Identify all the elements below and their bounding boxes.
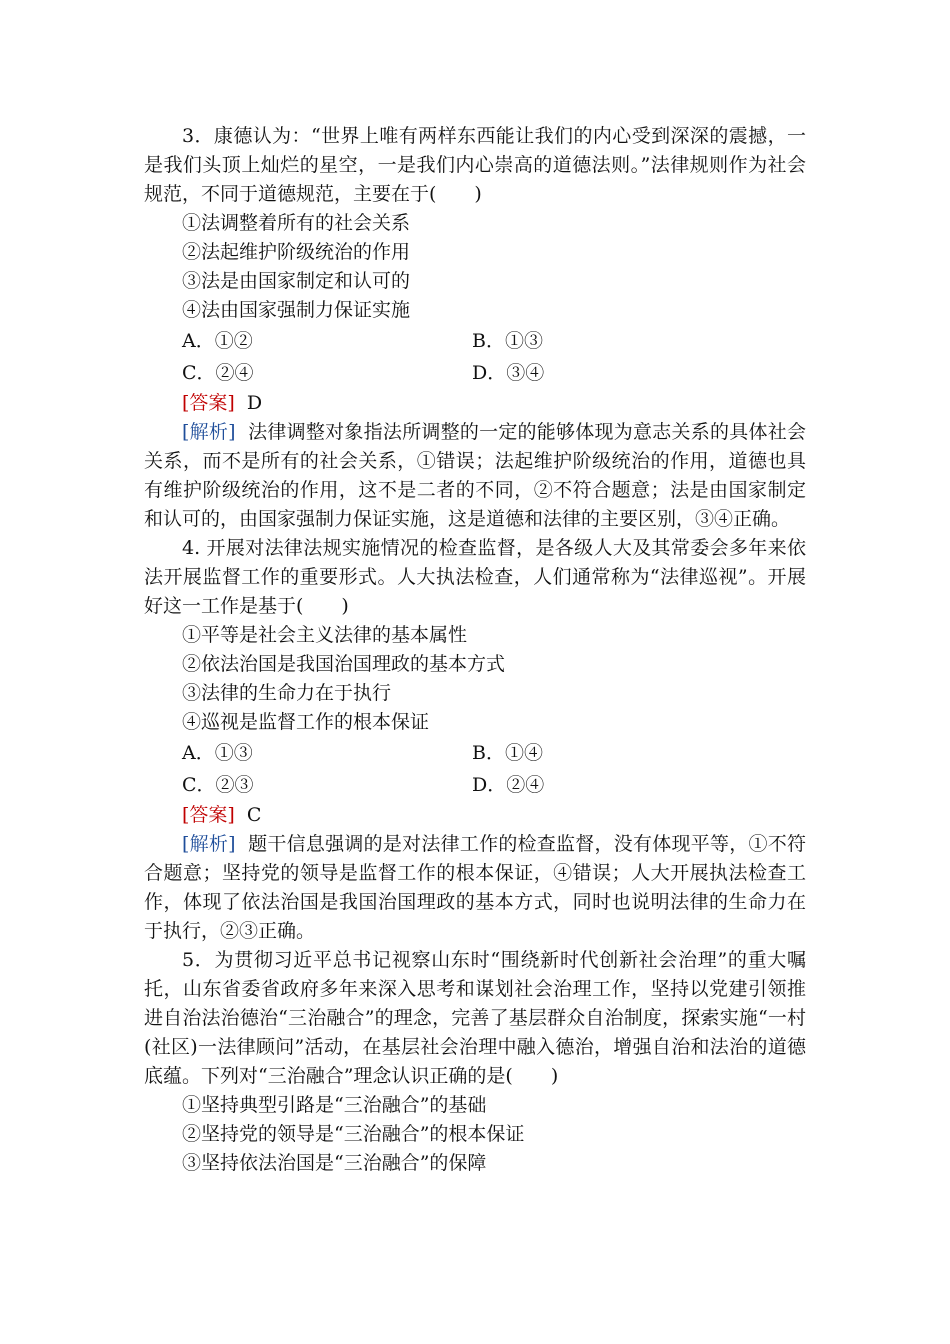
question-4-option-3: ③法律的生命力在于执行 <box>182 682 392 704</box>
question-5-option-2: ②坚持党的领导是“三治融合”的根本保证 <box>182 1123 525 1145</box>
answer-value: C <box>246 804 262 826</box>
analysis-label: [解析] <box>182 421 236 443</box>
question-3-option-3: ③法是由国家制定和认可的 <box>182 270 411 292</box>
analysis-text: 法律调整对象指法所调整的一定的能够体现为意志关系的具体社会关系，而不是所有的社会关系，①错误；法起维护阶级统治的作用，道德也具有维护阶级统治的作用，这不是二者的不同，②不符合题意；法是由国家制定和认可的，由国家强制力保证实施，这是道德和法律的主要区别，③④正确。 <box>144 421 806 530</box>
answer-value: D <box>246 392 263 414</box>
analysis-text: 题干信息强调的是对法律工作的检查监督，没有体现平等，①不符合题意；坚持党的领导是监督工作的根本保证，④错误；人大开展执法检查工作，体现了依法治国是我国治国理政的基本方式，同时也说明法律的生命力在于执行，②③正确。 <box>144 833 806 942</box>
question-3-choice-a: A．①② <box>182 329 253 352</box>
question-3-option-2: ②法起维护阶级统治的作用 <box>182 241 411 263</box>
question-4-analysis <box>144 830 806 946</box>
question-4-option-1: ①平等是社会主义法律的基本属性 <box>182 624 468 646</box>
question-4-option-4: ④巡视是监督工作的根本保证 <box>182 711 430 733</box>
question-5-option-3: ③坚持依法治国是“三治融合”的保障 <box>182 1152 487 1174</box>
question-3-choices-row-2 <box>144 357 806 389</box>
analysis-label: [解析] <box>182 833 236 855</box>
question-5-option-1: ①坚持典型引路是“三治融合”的基础 <box>182 1094 487 1116</box>
question-4-choice-a: A．①③ <box>182 741 253 764</box>
question-3-option-1: ①法调整着所有的社会关系 <box>182 212 411 234</box>
question-3-option-4: ④法由国家强制力保证实施 <box>182 299 411 321</box>
document-content <box>144 122 806 1178</box>
question-3-choices-row-1 <box>144 325 806 357</box>
question-4-choices-row-1 <box>144 737 806 769</box>
question-5-stem: 5．为贯彻习近平总书记视察山东时“围绕新时代创新社会治理”的重大嘱托，山东省委省政府多年来深入思考和谋划社会治理工作，坚持以党建引领推进自治法治德治“三治融合”的理念，完善了基层群众自治制度，探索实施“一村(社区)一法律顾问”活动，在基层社会治理中融入德治，增强自治和法治的道德底蕴。下列对“三治融合”理念认识正确的是( ) <box>144 949 806 1087</box>
question-3-answer <box>144 389 806 418</box>
question-4-stem: 4. 开展对法律法规实施情况的检查监督，是各级人大及其常委会多年来依法开展监督工作的重要形式。人大执法检查，人们通常称为“法律巡视”。开展好这一工作是基于( ) <box>144 537 806 617</box>
answer-label: [答案] <box>182 804 235 826</box>
question-4-answer <box>144 801 806 830</box>
question-3-analysis <box>144 418 806 534</box>
question-3-choice-b: B．①③ <box>472 329 543 352</box>
question-4-choices-row-2 <box>144 769 806 801</box>
question-3-choice-d: D．③④ <box>472 361 545 384</box>
question-4-option-2: ②依法治国是我国治国理政的基本方式 <box>182 653 506 675</box>
question-3-stem: 3．康德认为：“世界上唯有两样东西能让我们的内心受到深深的震撼，一是我们头顶上灿烂的星空，一是我们内心崇高的道德法则。”法律规则作为社会规范，不同于道德规范，主要在于( ) <box>144 125 806 205</box>
answer-label: [答案] <box>182 392 235 414</box>
question-4-choice-c: C．②③ <box>182 773 254 796</box>
question-3-choice-c: C．②④ <box>182 361 254 384</box>
question-4-choice-d: D．②④ <box>472 773 545 796</box>
question-4-choice-b: B．①④ <box>472 741 543 764</box>
